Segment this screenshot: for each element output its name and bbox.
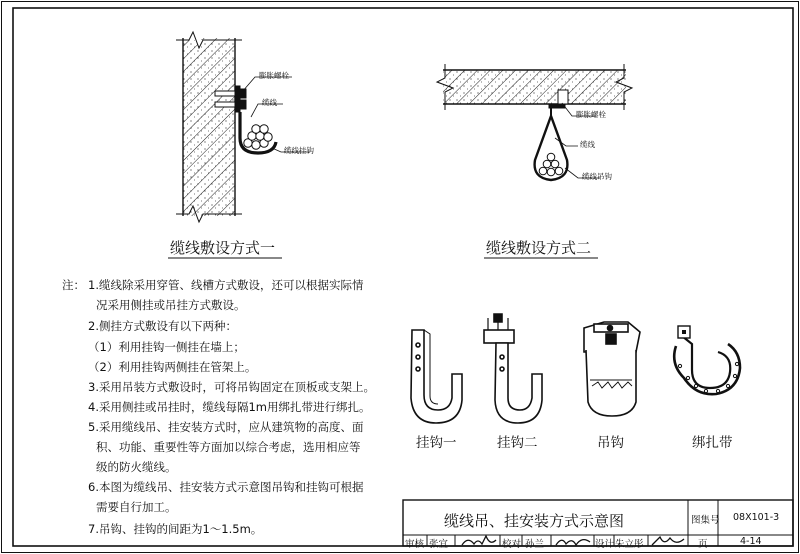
note-line: 积、功能、重要性等方面加以综合考虑，选用相应等 xyxy=(96,440,361,454)
hanger-label: 吊钩 xyxy=(597,435,624,451)
hook2-drawing xyxy=(484,314,542,423)
hanger-drawing xyxy=(584,322,640,416)
fig2-hanger-label: 缆线吊钩 xyxy=(582,172,612,181)
page-label: 页 xyxy=(698,539,708,550)
atlas-number: 08X101-3 xyxy=(733,512,780,523)
fig2-anchor-bolt-label: 膨胀螺栓 xyxy=(576,110,606,119)
note-line: 2.侧挂方式敷设有以下两种： xyxy=(88,319,237,333)
fig1-anchor-bolt-label: 膨胀螺栓 xyxy=(259,71,289,80)
designer-name: 朱立彤 xyxy=(615,539,644,550)
figure1-wall xyxy=(176,32,242,222)
note-line: 4.采用侧挂或吊挂时，缆线每隔1m用绑扎带进行绑扎。 xyxy=(88,400,371,414)
figure2-slab xyxy=(437,64,632,110)
tie-drawing xyxy=(674,326,740,394)
drawing-title: 缆线吊、挂安装方式示意图 xyxy=(444,512,625,530)
note-line: 7.吊钩、挂钩的间距为1～1.5m。 xyxy=(88,522,263,536)
note-line: （2）利用挂钩两侧挂在管架上。 xyxy=(88,360,257,374)
hook1-label: 挂钩一 xyxy=(416,435,457,451)
design-label: 设计 xyxy=(595,539,615,550)
note-line: 况采用侧挂或吊挂方式敷设。 xyxy=(96,298,246,312)
check-label: 校对 xyxy=(502,539,522,550)
notes-prefix: 注： xyxy=(62,278,85,292)
fig1-hook-label: 缆线挂钩 xyxy=(284,146,314,155)
checker-name: 孙兰 xyxy=(525,539,545,550)
hook2-label: 挂钩二 xyxy=(497,435,538,451)
note-line: 级的防火缆线。 xyxy=(96,460,177,474)
review-label: 审核 xyxy=(405,539,425,550)
tie-label: 绑扎带 xyxy=(692,435,733,451)
fig1-cable-label: 缆线 xyxy=(262,98,277,107)
signatures xyxy=(462,536,684,545)
note-line: 1.缆线除采用穿管、线槽方式敷设，还可以根据实际情 xyxy=(88,278,364,292)
page-number: 4-14 xyxy=(740,536,762,547)
note-line: 3.采用吊装方式敷设时，可将吊钩固定在顶板或支架上。 xyxy=(88,380,375,394)
figure1-caption: 缆线敷设方式一 xyxy=(170,239,276,257)
hook1-drawing xyxy=(411,330,462,423)
atlas-number-label: 图集号 xyxy=(691,515,720,526)
note-line: （1）利用挂钩一侧挂在墙上； xyxy=(88,340,245,354)
note-line: 5.采用缆线吊、挂安装方式时，应从建筑物的高度、面 xyxy=(88,420,364,434)
figure2-caption: 缆线敷设方式二 xyxy=(486,239,592,257)
note-line: 6.本图为缆线吊、挂安装方式示意图吊钩和挂钩可根据 xyxy=(88,480,364,494)
reviewer-name: 张宜 xyxy=(429,539,449,550)
note-line: 需要自行加工。 xyxy=(96,500,177,514)
fig2-cable-label: 缆线 xyxy=(580,140,595,149)
